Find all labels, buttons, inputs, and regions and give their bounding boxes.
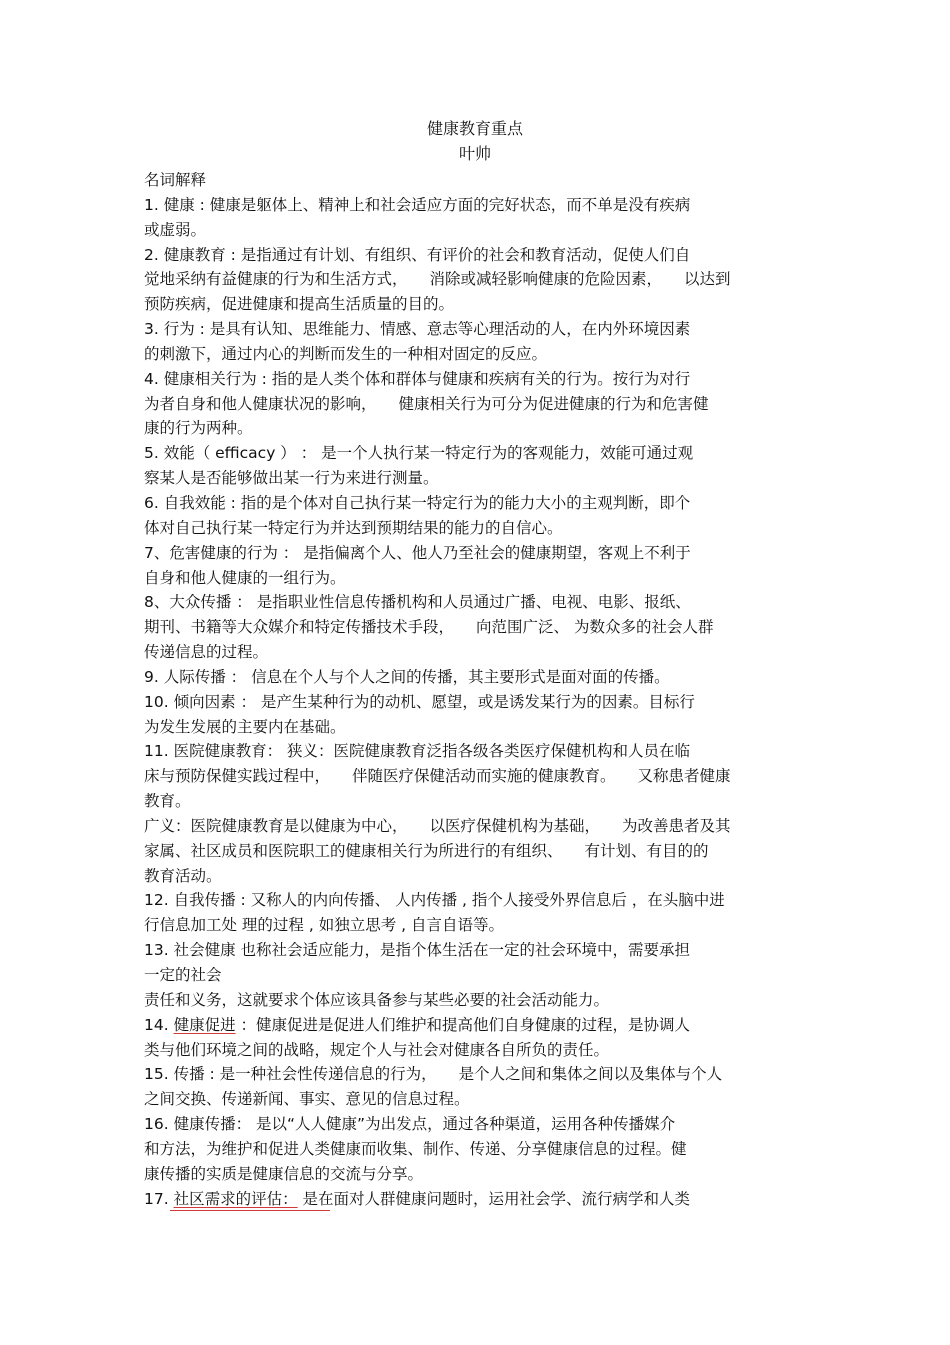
text-line [144, 193, 824, 218]
text-segment: 17. [144, 1189, 174, 1208]
text-line [144, 715, 824, 740]
text-line [144, 1087, 824, 1112]
text-line [144, 243, 824, 268]
text-segment: 伴随医疗保健活动而实施的健康教育。 [352, 767, 616, 786]
text-line [144, 367, 824, 392]
text-line [144, 590, 824, 615]
text-segment: 是个人之间和集体之间以及集体与个人 [458, 1065, 723, 1084]
text-segment: 又称患者健康 [637, 767, 731, 786]
text-segment: 以医疗保健机构为基础， [429, 816, 601, 835]
text-line [144, 1013, 824, 1038]
text-segment: 体对自己执行某一特定行为并达到预期结果的能力的自信心。 [144, 518, 563, 537]
text-segment: 为者自身和他人健康状况的影响， [144, 394, 377, 413]
text-segment: 之间交换、传递新闻、事实、意见的信息过程。 [144, 1090, 470, 1109]
text-line [144, 764, 824, 789]
text-segment: 有计划、有目的的 [584, 841, 709, 860]
text-segment: 为改善患者及其 [622, 816, 731, 835]
text-segment: 的刺激下，通过内心的判断而发生的一种相对固定的反应。 [144, 344, 548, 363]
text-segment: 床与预防保健实践过程中， [144, 767, 331, 786]
text-segment: 14. [144, 1015, 174, 1034]
text-segment: 传递信息的过程。 [144, 643, 269, 662]
text-line [144, 267, 824, 292]
text-line [144, 913, 824, 938]
text-line [144, 814, 824, 839]
text-line [144, 342, 824, 367]
text-segment: 类与他们环境之间的战略，规定个人与社会对健康各自所负的责任。 [144, 1040, 610, 1059]
text-segment: 8、大众传播 ： 是指职业性信息传播机构和人员通过广播、电视、电影、报纸、 [144, 593, 691, 612]
text-segment: 10. 倾向因素 ： 是产生某种行为的动机、愿望，或是诱发某行为的因素。目标行 [144, 692, 695, 711]
text-line [144, 441, 824, 466]
text-line [144, 1187, 824, 1212]
text-line [144, 1162, 824, 1187]
text-segment: 7、危害健康的行为 ： 是指偏离个人、他人乃至社会的健康期望，客观上不利于 [144, 543, 691, 562]
text-segment: 家属、社区成员和医院职工的健康相关行为所进行的有组织、 [144, 841, 563, 860]
text-segment: 广义：医院健康教育是以健康为中心， [144, 816, 408, 835]
text-line [144, 864, 824, 889]
text-line [144, 466, 824, 491]
text-segment: 13. 社会健康 也称社会适应能力，是指个体生活在一定的社会环境中，需要承担 [144, 941, 691, 960]
text-segment: 消除或减轻影响健康的危险因素， [429, 270, 663, 289]
text-line [144, 963, 824, 988]
text-segment: 6. 自我效能 : 指的是个体对自己执行某一特定行为的能力大小的主观判断，即个 [144, 493, 691, 512]
text-segment: 12. 自我传播 : 又称人的内向传播、 人内传播 , 指个人接受外界信息后 ，在头脑中进 [144, 891, 725, 910]
text-segment: 自身和他人健康的一组行为。 [144, 568, 346, 587]
text-segment: 以达到 [684, 270, 731, 289]
document-body [144, 168, 824, 1211]
text-line [144, 1137, 824, 1162]
text-segment: 教育活动。 [144, 866, 222, 885]
text-segment: 2. 健康教育 : 是指通过有计划、有组织、有评价的社会和教育活动，促使人们自 [144, 245, 691, 264]
text-segment: 16. 健康传播： 是以“人人健康”为出发点，通过各种渠道，运用各种传播媒介 [144, 1115, 676, 1134]
text-line [144, 392, 824, 417]
text-segment: 5. 效能（ efficacy ） ： 是一个人执行某一特定行为的客观能力，效能可通过观 [144, 444, 694, 463]
text-segment: 11. 医院健康教育： 狭义：医院健康教育泛指各级各类医疗保健机构和人员在临 [144, 742, 691, 761]
text-line [144, 640, 824, 665]
text-segment: ：健康促进是促进人们维护和提高他们自身健康的过程，是协调人 [235, 1015, 691, 1034]
text-segment: 为发生发展的主要内在基础。 [144, 717, 346, 736]
text-segment: 教育。 [144, 792, 191, 811]
text-line [144, 1062, 824, 1087]
text-segment: 察某人是否能够做出某一行为来进行测量。 [144, 469, 439, 488]
text-line [144, 491, 824, 516]
text-segment: 1. 健康 : 健康是躯体上、精神上和社会适应方面的完好状态，而不单是没有疾病 [144, 195, 691, 214]
section-heading: 名词解释 [144, 171, 207, 189]
text-line [144, 839, 824, 864]
text-line [144, 789, 824, 814]
text-segment: 期刊、书籍等大众媒介和特定传播技术手段， [144, 618, 455, 637]
text-line [144, 292, 824, 317]
text-line [144, 218, 824, 243]
text-segment: 4. 健康相关行为 : 指的是人类个体和群体与健康和疾病有关的行为。按行为对行 [144, 369, 691, 388]
text-line [144, 888, 824, 913]
text-segment: 15. 传播 : 是一种社会性传递信息的行为， [144, 1065, 437, 1084]
underlined-term: 健康促进 [173, 1015, 236, 1034]
red-pen-underline [170, 1210, 330, 1211]
text-segment: 觉地采纳有益健康的行为和生活方式， [144, 270, 408, 289]
text-line [144, 317, 824, 342]
text-segment: 3. 行为 : 是具有认知、思维能力、情感、意志等心理活动的人，在内外环境因素 [144, 320, 691, 339]
text-line [144, 739, 824, 764]
author-name: 叶帅 [458, 144, 491, 163]
text-line [144, 988, 824, 1013]
text-segment: 康的行为两种。 [144, 419, 253, 438]
text-line [144, 516, 824, 541]
text-line [144, 1038, 824, 1063]
text-line [144, 938, 824, 963]
text-line [144, 541, 824, 566]
text-line [144, 615, 824, 640]
text-segment: 预防疾病，促进健康和提高生活质量的目的。 [144, 295, 455, 314]
definition-list [144, 193, 824, 1212]
underlined-term: 社区需求的评估： [173, 1189, 298, 1208]
text-line [144, 665, 824, 690]
text-segment: 或虚弱。 [144, 220, 207, 239]
text-segment: 和方法，为维护和促进人类健康而收集、制作、传递、分享健康信息的过程。健 [144, 1139, 687, 1158]
text-segment: 行信息加工处 理的过程 , 如独立思考 , 自言自语等。 [144, 916, 504, 935]
text-segment: 9. 人际传播 ： 信息在个人与个人之间的传播，其主要形式是面对面的传播。 [144, 667, 670, 686]
text-segment: 向范围广泛、 为数众多的社会人群 [476, 618, 714, 637]
document-title: 健康教育重点 [426, 119, 523, 138]
text-segment: 是在面对人群健康问题时，运用社会学、流行病学和人类 [297, 1189, 691, 1208]
text-line [144, 1112, 824, 1137]
text-segment: 一定的社会 [144, 966, 222, 984]
text-segment: 康传播的实质是健康信息的交流与分享。 [144, 1164, 424, 1183]
text-line [144, 416, 824, 441]
text-segment: 责任和义务，这就要求个体应该具备参与某些必要的社会活动能力。 [144, 990, 610, 1009]
text-line [144, 566, 824, 591]
text-segment: 健康相关行为可分为促进健康的行为和危害健 [398, 394, 709, 413]
text-line [144, 690, 824, 715]
